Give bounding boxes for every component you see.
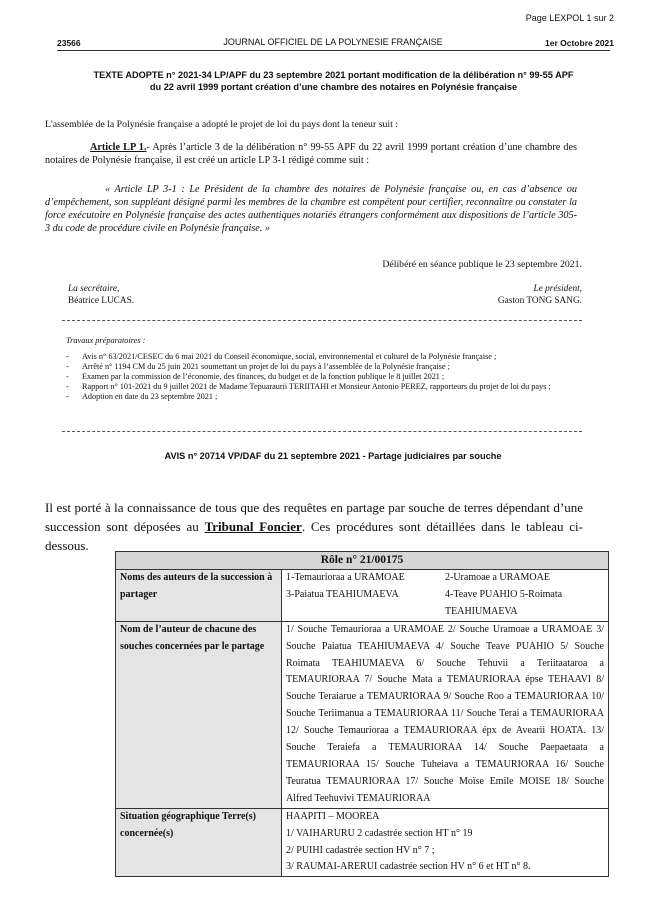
list-item: - Examen par la commission de l’économie, des finances, du budget et de la fonction publique le 8 juillet 2021 ; — [66, 372, 594, 382]
situation-line: 1/ VAIHARURU 2 cadastrée section HT n° 19 — [286, 827, 473, 839]
avis-intro-start: Il est porté à la connaissance de tous que des requêtes en partage par souche de terres dépendant d’une succession sont déposées au — [45, 500, 583, 534]
texte-title-line-2: du 22 avril 1999 portant création d’une chambre des notaires en Polynésie française — [149, 82, 518, 92]
president-name: Gaston TONG SANG. — [497, 296, 582, 306]
publication-date: 1er Octobre 2021 — [545, 38, 614, 48]
texte-intro: L'assemblée de la Polynésie française a adopté le projet de loi du pays dont la teneur suit : — [45, 119, 398, 130]
situation-line: 3/ RAUMAI-ARERUI cadastrée section HV n° 6 et HT n° 8. — [286, 861, 531, 873]
auteur-4-5: 4-Teave PUAHIO 5-Roimata TEAHIUMAEVA — [445, 588, 563, 617]
texte-title-line-1: TEXTE ADOPTE n° 2021-34 LP/APF du 23 septembre 2021 portant modification de la délibération n° 99-55 APF — [93, 70, 574, 80]
row-value-souches: 1/ Souche Temaurioraa a URAMOAE 2/ Souche Uramoae a URAMOAE 3/ Souche Paiatua TEAHIUMAEVA 4/ Souche Teave PUAHIO 5/ Souche Roimata TEAHIUMAEVA 6/ Souche Tehuvii a Teriitaataroa a TEMAURIORAA 7/ Souche Mata a TEMAURIORAA épse TEHAAVI 8/ Souche Teraiarue a TEMAURIORAA 9/ Souche Roo a TEMAURIORAA 10/ Souche Teriimanua a TEMAURIORAA 11/ Souche Terai a TEMAURIORAA 12/ Souche Temaurioraa a TEMAURIORAA épx de Avearii HOATA. 13/ Souche Teraiefa a TEMAURIORAA 14/ Souche Paepaetaata a TEMAURIORAA 15/ Souche Tuheiava a TEMAURIORAA 16/ Souche Teuratua TEMAURIORAA 17/ Souche Moïse Emile MOISE 18/ Souche Alfred Teehuvivi TEMAURIORAA — [282, 621, 609, 808]
table-row — [116, 808, 609, 877]
secretaire-role: La secrétaire, — [68, 284, 120, 294]
travaux-title: Travaux préparatoires : — [66, 336, 146, 345]
avis-title: AVIS n° 20714 VP/DAF du 21 septembre 2021 - Partage judiciaires par souche — [164, 451, 502, 461]
president-role: Le président, — [533, 284, 582, 294]
table-row — [116, 570, 609, 622]
separator-top — [62, 320, 582, 321]
situation-line: HAAPITI – MOOREA — [286, 810, 380, 822]
signature-secretaire — [68, 283, 134, 307]
page-label: Page LEXPOL 1 sur 2 — [525, 13, 614, 23]
role-table — [115, 551, 609, 877]
deliberation-line: Délibéré en séance publique le 23 septembre 2021. — [382, 259, 582, 270]
list-item: - Avis n° 63/2021/CESEC du 6 mai 2021 du Conseil économique, social, environnemental et culturel de la Polynésie française ; — [66, 352, 594, 362]
article-paragraph — [45, 141, 577, 167]
travaux-list — [66, 352, 594, 402]
avis-intro — [45, 498, 583, 555]
avis-intro-end: . Ces procédures sont détaillées dans le tableau ci-dessous. — [45, 519, 584, 553]
auteur-1: 1-Temaurioraa a URAMOAE — [286, 572, 405, 583]
article-quote: « Article LP 3-1 : Le Président de la chambre des notaires de Polynésie française ou, en cas d’absence ou d’empêchement, son suppléant désigné parmi les membres de la chambre est compétent pour certifier, reconnaître ou constater la force exécutoire en Polynésie française des actes authentiques notariés étrangers conformément aux dispositions de l’article 305-3 du code de procédure civile en Polynésie française. » — [45, 184, 577, 234]
header-rule — [57, 50, 610, 51]
texte-title — [57, 69, 610, 93]
situation-line: 2/ PUIHI cadastrée section HV n° 7 ; — [286, 844, 435, 856]
page-number: 23566 — [57, 38, 81, 48]
tribunal-foncier: Tribunal Foncier — [204, 519, 302, 534]
auteur-3: 3-Paiatua TEAHIUMAEVA — [286, 588, 399, 600]
article-text: - Après l’article 3 de la délibération n° 99-55 APF du 22 avril 1999 portant création d’une chambre des notaires de Polynésie française, il est créé un article LP 3-1 rédigé comme suit : — [45, 142, 577, 166]
article-label: Article LP 1. — [90, 142, 147, 153]
table-header-row — [116, 552, 609, 570]
row-label-situation: Situation géographique Terre(s) concernée(s) — [116, 808, 282, 877]
separator-bottom — [62, 431, 582, 432]
table-row — [116, 621, 609, 808]
row-value-auteurs — [282, 570, 609, 622]
list-item: - Adoption en date du 23 septembre 2021 ; — [66, 392, 594, 402]
journal-title: JOURNAL OFFICIEL DE LA POLYNESIE FRANÇAISE — [223, 37, 443, 47]
list-item: - Rapport n° 101-2021 du 9 juillet 2021 de Madame Tepuaraurii TERIITAHI et Monsieur Antonio PEREZ, rapporteurs du projet de loi du pays ; — [66, 382, 594, 392]
row-value-situation — [282, 808, 609, 877]
list-item: - Arrêté n° 1194 CM du 25 juin 2021 soumettant un projet de loi du pays à l’assemblée de la Polynésie française ; — [66, 362, 594, 372]
row-label-auteurs: Noms des auteurs de la succession à partager — [116, 570, 282, 622]
secretaire-name: Béatrice LUCAS. — [68, 296, 135, 306]
auteur-2: 2-Uramoae a URAMOAE — [445, 572, 550, 583]
signature-president — [498, 283, 582, 307]
row-label-souches: Nom de l’auteur de chacune des souches concernées par le partage — [116, 621, 282, 808]
role-number: Rôle n° 21/00175 — [116, 552, 609, 570]
